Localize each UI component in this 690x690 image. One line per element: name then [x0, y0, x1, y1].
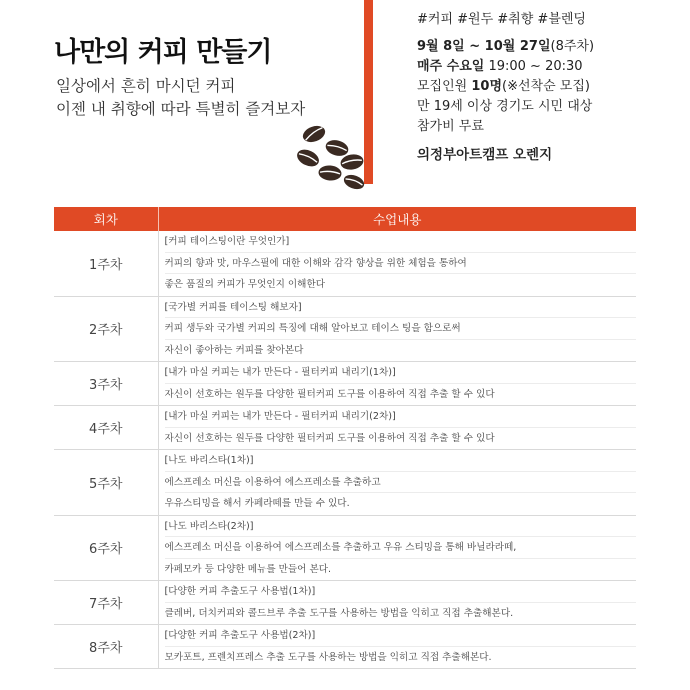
table-row [54, 581, 636, 625]
period-dates: 9월 8일 ~ 10월 27일 [417, 39, 551, 54]
page-title: 나만의 커피 만들기 [54, 37, 272, 68]
week-cell: 7주차 [54, 581, 158, 625]
period [417, 37, 687, 57]
schedule-day: 매주 수요일 [417, 59, 485, 74]
eligibility: 만 19세 이상 경기도 시민 대상 [417, 99, 593, 114]
capacity-label: 모집인원 [417, 79, 472, 94]
table-row [54, 362, 636, 406]
week-cell: 2주차 [54, 296, 158, 362]
content-line: [나도 바리스타(2차)] [165, 516, 637, 538]
subtitle-line: 이젠 내 취향에 따라 특별히 즐겨보자 [56, 100, 306, 118]
fee: 참가비 무료 [417, 119, 484, 134]
content-line: 우유스티밍을 해서 카페라떼를 만들 수 있다. [164, 498, 350, 509]
schedule [417, 57, 687, 77]
week-cell: 4주차 [54, 406, 158, 450]
week-cell: 1주차 [54, 231, 158, 296]
table-row [54, 515, 636, 581]
table-row [54, 231, 636, 296]
content-line: [커피 테이스팅이란 무엇인가] [165, 231, 637, 253]
table-row [54, 625, 636, 669]
table-row [54, 296, 636, 362]
curriculum-table [54, 207, 636, 669]
capacity-count: 10명 [471, 79, 503, 94]
content-line: [나도 바리스타(1차)] [165, 450, 637, 472]
coffee-beans-icon [290, 118, 370, 190]
capacity-note: (※선착순 모집) [502, 79, 590, 94]
content-line: 모카포트, 프렌치프레스 추출 도구를 사용하는 방법을 익히고 직접 추출해본다. [164, 651, 492, 663]
content-line: 카페모카 등 다양한 메뉴를 만들어 본다. [164, 563, 332, 575]
content-line: 자신이 선호하는 원두를 다양한 필터커피 도구를 이용하여 직접 추출 할 수 있다 [164, 388, 495, 400]
header-content: 수업내용 [158, 207, 636, 231]
organizer: 의정부아트캠프 오렌지 [417, 147, 553, 163]
content-cell [158, 515, 636, 581]
week-cell: 6주차 [54, 515, 158, 581]
header-week: 회차 [54, 207, 158, 231]
week-cell: 3주차 [54, 362, 158, 406]
content-cell [158, 581, 636, 625]
hashtags: #커피 #원두 #취향 #블렌딩 [417, 12, 586, 27]
content-line: [내가 마실 커피는 내가 만든다 - 필터커피 내리기(2차)] [165, 406, 637, 428]
subtitle-line: 일상에서 흔히 마시던 커피 [56, 77, 236, 95]
content-cell [158, 450, 636, 516]
content-line: 에스프레소 머신을 이용하여 에스프레소를 추출하고 [165, 472, 637, 494]
content-line: [다양한 커피 추출도구 사용법(2차)] [165, 625, 637, 647]
content-line: 커피 생두와 국가별 커피의 특징에 대해 알아보고 테이스 팅을 함으로써 [165, 318, 637, 340]
content-line: 커피의 향과 맛, 마우스필에 대한 이해와 감각 향상을 위한 체험을 통하여 [165, 253, 637, 275]
content-line: 자신이 좋아하는 커피를 찾아본다 [164, 344, 304, 356]
content-cell [158, 362, 636, 406]
page-subtitle [56, 75, 305, 121]
table-row [54, 450, 636, 516]
schedule-time: 19:00 ~ 20:30 [484, 59, 583, 74]
content-line: [국가별 커피를 테이스팅 해보자] [165, 297, 637, 319]
program-info [417, 10, 687, 165]
content-line: 좋은 품질의 커피가 무엇인지 이해한다 [164, 279, 325, 290]
content-cell [158, 625, 636, 669]
content-cell [158, 231, 636, 296]
content-line: 자신이 선호하는 원두를 다양한 필터커피 도구를 이용하여 직접 추출 할 수 있다 [164, 432, 495, 444]
table-row [54, 406, 636, 450]
week-cell: 5주차 [54, 450, 158, 516]
period-weeks: (8주차) [550, 39, 595, 54]
content-cell [158, 296, 636, 362]
table-header-row [54, 207, 636, 231]
content-line: 에스프레소 머신을 이용하여 에스프레소를 추출하고 우유 스티밍을 통해 바닐라라떼, [165, 537, 637, 559]
week-cell: 8주차 [54, 625, 158, 669]
capacity [417, 77, 687, 97]
content-line: [다양한 커피 추출도구 사용법(1차)] [165, 581, 637, 603]
content-cell [158, 406, 636, 450]
content-line: 클레버, 더치커피와 콜드브루 추출 도구를 사용하는 방법을 익히고 직접 추출해본다. [164, 607, 514, 619]
content-line: [내가 마실 커피는 내가 만든다 - 필터커피 내리기(1차)] [165, 362, 637, 384]
